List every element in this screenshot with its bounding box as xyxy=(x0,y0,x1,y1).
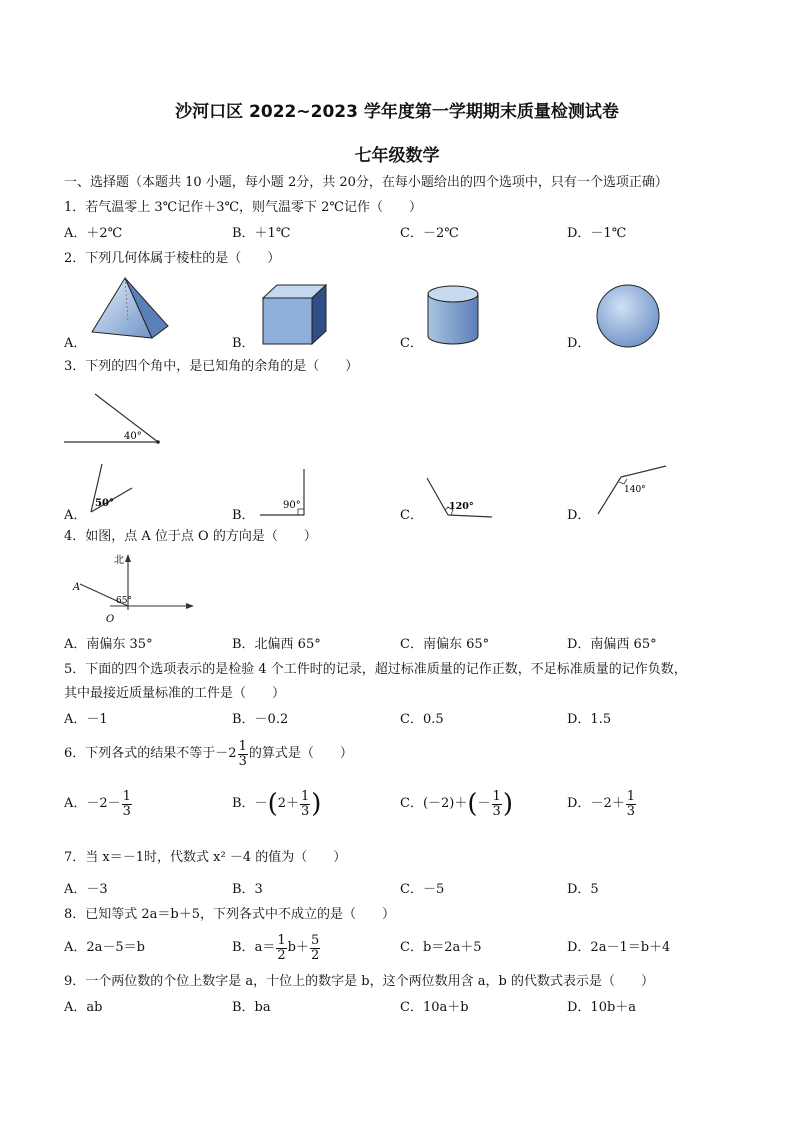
q6-a-pre: －2－ xyxy=(86,796,121,811)
frac-den: 3 xyxy=(492,803,501,819)
q2-label-c: C． xyxy=(400,336,423,351)
frac-num: 1 xyxy=(277,932,286,948)
q9-option-c: C．10a＋b xyxy=(400,1000,469,1015)
frac-num: 1 xyxy=(238,738,247,754)
q4-option-d: D．南偏西 65° xyxy=(567,637,657,652)
q7-option-c: C．－5 xyxy=(400,882,445,897)
q6-c-inner1: (－2)＋ xyxy=(422,796,468,811)
q4-option-a: A．南偏东 35° xyxy=(64,637,153,652)
q6-b-fraction xyxy=(300,790,310,819)
q5-option-a: A．－1 xyxy=(64,712,108,727)
frac-den: 3 xyxy=(238,753,247,769)
q1-stem: 1．若气温零上 3℃记作＋3℃，则气温零下 2℃记作（ ） xyxy=(64,200,422,215)
q3-label-a: A． xyxy=(64,508,87,523)
pyramid-figure xyxy=(88,276,172,340)
north-label: 北 xyxy=(114,555,124,566)
q5-option-d: D．1.5 xyxy=(567,712,612,727)
q6-a-label: A． xyxy=(64,796,87,811)
angle-140-label: 140° xyxy=(624,485,646,495)
q3-label-c: C． xyxy=(400,508,423,523)
q7-stem: 7．当 x＝－1时，代数式 x² －4 的值为（ ） xyxy=(64,850,347,865)
page-subtitle: 七年级数学 xyxy=(354,146,440,166)
q8-stem: 8．已知等式 2a＝b＋5，下列各式中不成立的是（ ） xyxy=(64,907,396,922)
direction-figure xyxy=(66,548,198,626)
q6-option-a xyxy=(64,784,133,824)
q6-option-d xyxy=(567,784,637,824)
point-o-label: O xyxy=(106,614,115,625)
q8-b-pre: a＝ xyxy=(254,940,276,955)
section-heading: 一、选择题（本题共 10 小题，每小题 2分，共 20分，在每小题给出的四个选项中，只有一个选项正确） xyxy=(64,175,668,190)
q1-option-d: D．－1℃ xyxy=(567,226,627,241)
q6-option-c xyxy=(400,784,513,824)
frac-den: 2 xyxy=(310,947,320,963)
q6-stem-pre: 6．下列各式的结果不等于 xyxy=(64,746,216,761)
angle-65-label: 65° xyxy=(116,596,132,606)
q6-d-label: D． xyxy=(567,796,591,811)
q9-option-b: B．ba xyxy=(232,1000,271,1015)
q8-b-fraction-half xyxy=(276,934,286,963)
q9-option-a: A．ab xyxy=(64,1000,103,1015)
angle-120-label: 120° xyxy=(449,501,474,512)
q6-stem-fraction xyxy=(238,740,248,769)
q6-stem-whole: －2 xyxy=(215,746,237,761)
q7-option-d: D．5 xyxy=(567,882,599,897)
q7-option-b: B．3 xyxy=(232,882,263,897)
q1-option-b: B．＋1℃ xyxy=(232,226,291,241)
q6-d-fraction xyxy=(626,790,636,819)
given-angle-label: 40° xyxy=(124,431,142,442)
q1-option-c: C．－2℃ xyxy=(400,226,459,241)
angle-120-figure xyxy=(424,474,496,520)
frac-den: 3 xyxy=(626,803,635,819)
q2-label-b: B． xyxy=(232,336,255,351)
q5-stem-line2: 其中最接近质量标准的工件是（ ） xyxy=(64,686,286,701)
q6-a-fraction xyxy=(122,790,132,819)
frac-den: 2 xyxy=(277,947,286,963)
sphere-figure xyxy=(594,283,662,349)
q3-label-b: B． xyxy=(232,508,255,523)
q4-option-b: B．北偏西 65° xyxy=(232,637,321,652)
angle-90-figure xyxy=(258,466,308,518)
q1-option-a: A．＋2℃ xyxy=(64,226,123,241)
q3-label-d: D． xyxy=(567,508,591,523)
q7-option-a: A．－3 xyxy=(64,882,108,897)
point-a-label: A xyxy=(73,582,81,593)
frac-den: 3 xyxy=(301,803,310,819)
q2-label-d: D． xyxy=(567,336,591,351)
q8-b-mid: b＋ xyxy=(287,940,309,955)
angle-50-label: 50° xyxy=(95,498,114,509)
right-paren: ) xyxy=(502,789,513,819)
q9-stem: 9．一个两位数的个位上数字是 a，十位上的数字是 b，这个两位数用含 a，b 的代数式表示是（ ） xyxy=(64,974,654,989)
q8-b-label: B． xyxy=(232,940,255,955)
left-paren: ( xyxy=(267,789,278,819)
q4-option-c: C．南偏东 65° xyxy=(400,637,490,652)
angle-90-label: 90° xyxy=(283,500,301,511)
angle-50-figure xyxy=(86,462,136,518)
q4-stem: 4．如图，点 A 位于点 O 的方向是（ ） xyxy=(64,529,317,544)
q6-d-pre: －2＋ xyxy=(590,796,625,811)
q5-option-b: B．－0.2 xyxy=(232,712,289,727)
q6-c-inner2: － xyxy=(477,796,491,811)
angle-140-figure xyxy=(594,462,670,518)
q8-b-fraction-five-halves xyxy=(310,934,320,963)
q6-b-inner: 2＋ xyxy=(277,796,300,811)
frac-den: 3 xyxy=(122,803,131,819)
q2-label-a: A． xyxy=(64,336,87,351)
q8-option-d: D．2a－1＝b＋4 xyxy=(567,940,671,955)
q5-stem-line1: 5．下面的四个选项表示的是检验 4 个工件时的记录，超过标准质量的记作正数，不足标准质量的记作负数， xyxy=(64,662,687,677)
q6-c-label: C． xyxy=(400,796,423,811)
frac-num: 1 xyxy=(626,788,635,804)
q2-stem: 2．下列几何体属于棱柱的是（ ） xyxy=(64,251,281,266)
frac-num: 1 xyxy=(122,788,131,804)
q5-option-c: C．0.5 xyxy=(400,712,444,727)
frac-num: 5 xyxy=(310,932,320,948)
q6-b-pre: － xyxy=(254,796,268,811)
right-paren: ) xyxy=(311,789,322,819)
q6-option-b xyxy=(232,784,321,824)
cube-figure xyxy=(260,282,330,346)
q8-option-c: C．b＝2a＋5 xyxy=(400,940,482,955)
q6-b-label: B． xyxy=(232,796,255,811)
frac-num: 1 xyxy=(301,788,310,804)
q3-stem: 3．下列的四个角中，是已知角的余角的是（ ） xyxy=(64,359,359,374)
given-angle-figure xyxy=(62,390,167,448)
page-title: 沙河口区 2022~2023 学年度第一学期期末质量检测试卷 xyxy=(175,102,619,122)
q6-stem xyxy=(64,734,353,774)
q6-stem-post: 的算式是（ ） xyxy=(248,746,353,761)
q6-c-fraction xyxy=(492,790,502,819)
q9-option-d: D．10b＋a xyxy=(567,1000,637,1015)
cylinder-figure xyxy=(426,284,482,348)
q8-option-b xyxy=(232,928,321,968)
frac-num: 1 xyxy=(492,788,501,804)
left-paren: ( xyxy=(467,789,478,819)
q8-option-a: A．2a－5＝b xyxy=(64,940,146,955)
